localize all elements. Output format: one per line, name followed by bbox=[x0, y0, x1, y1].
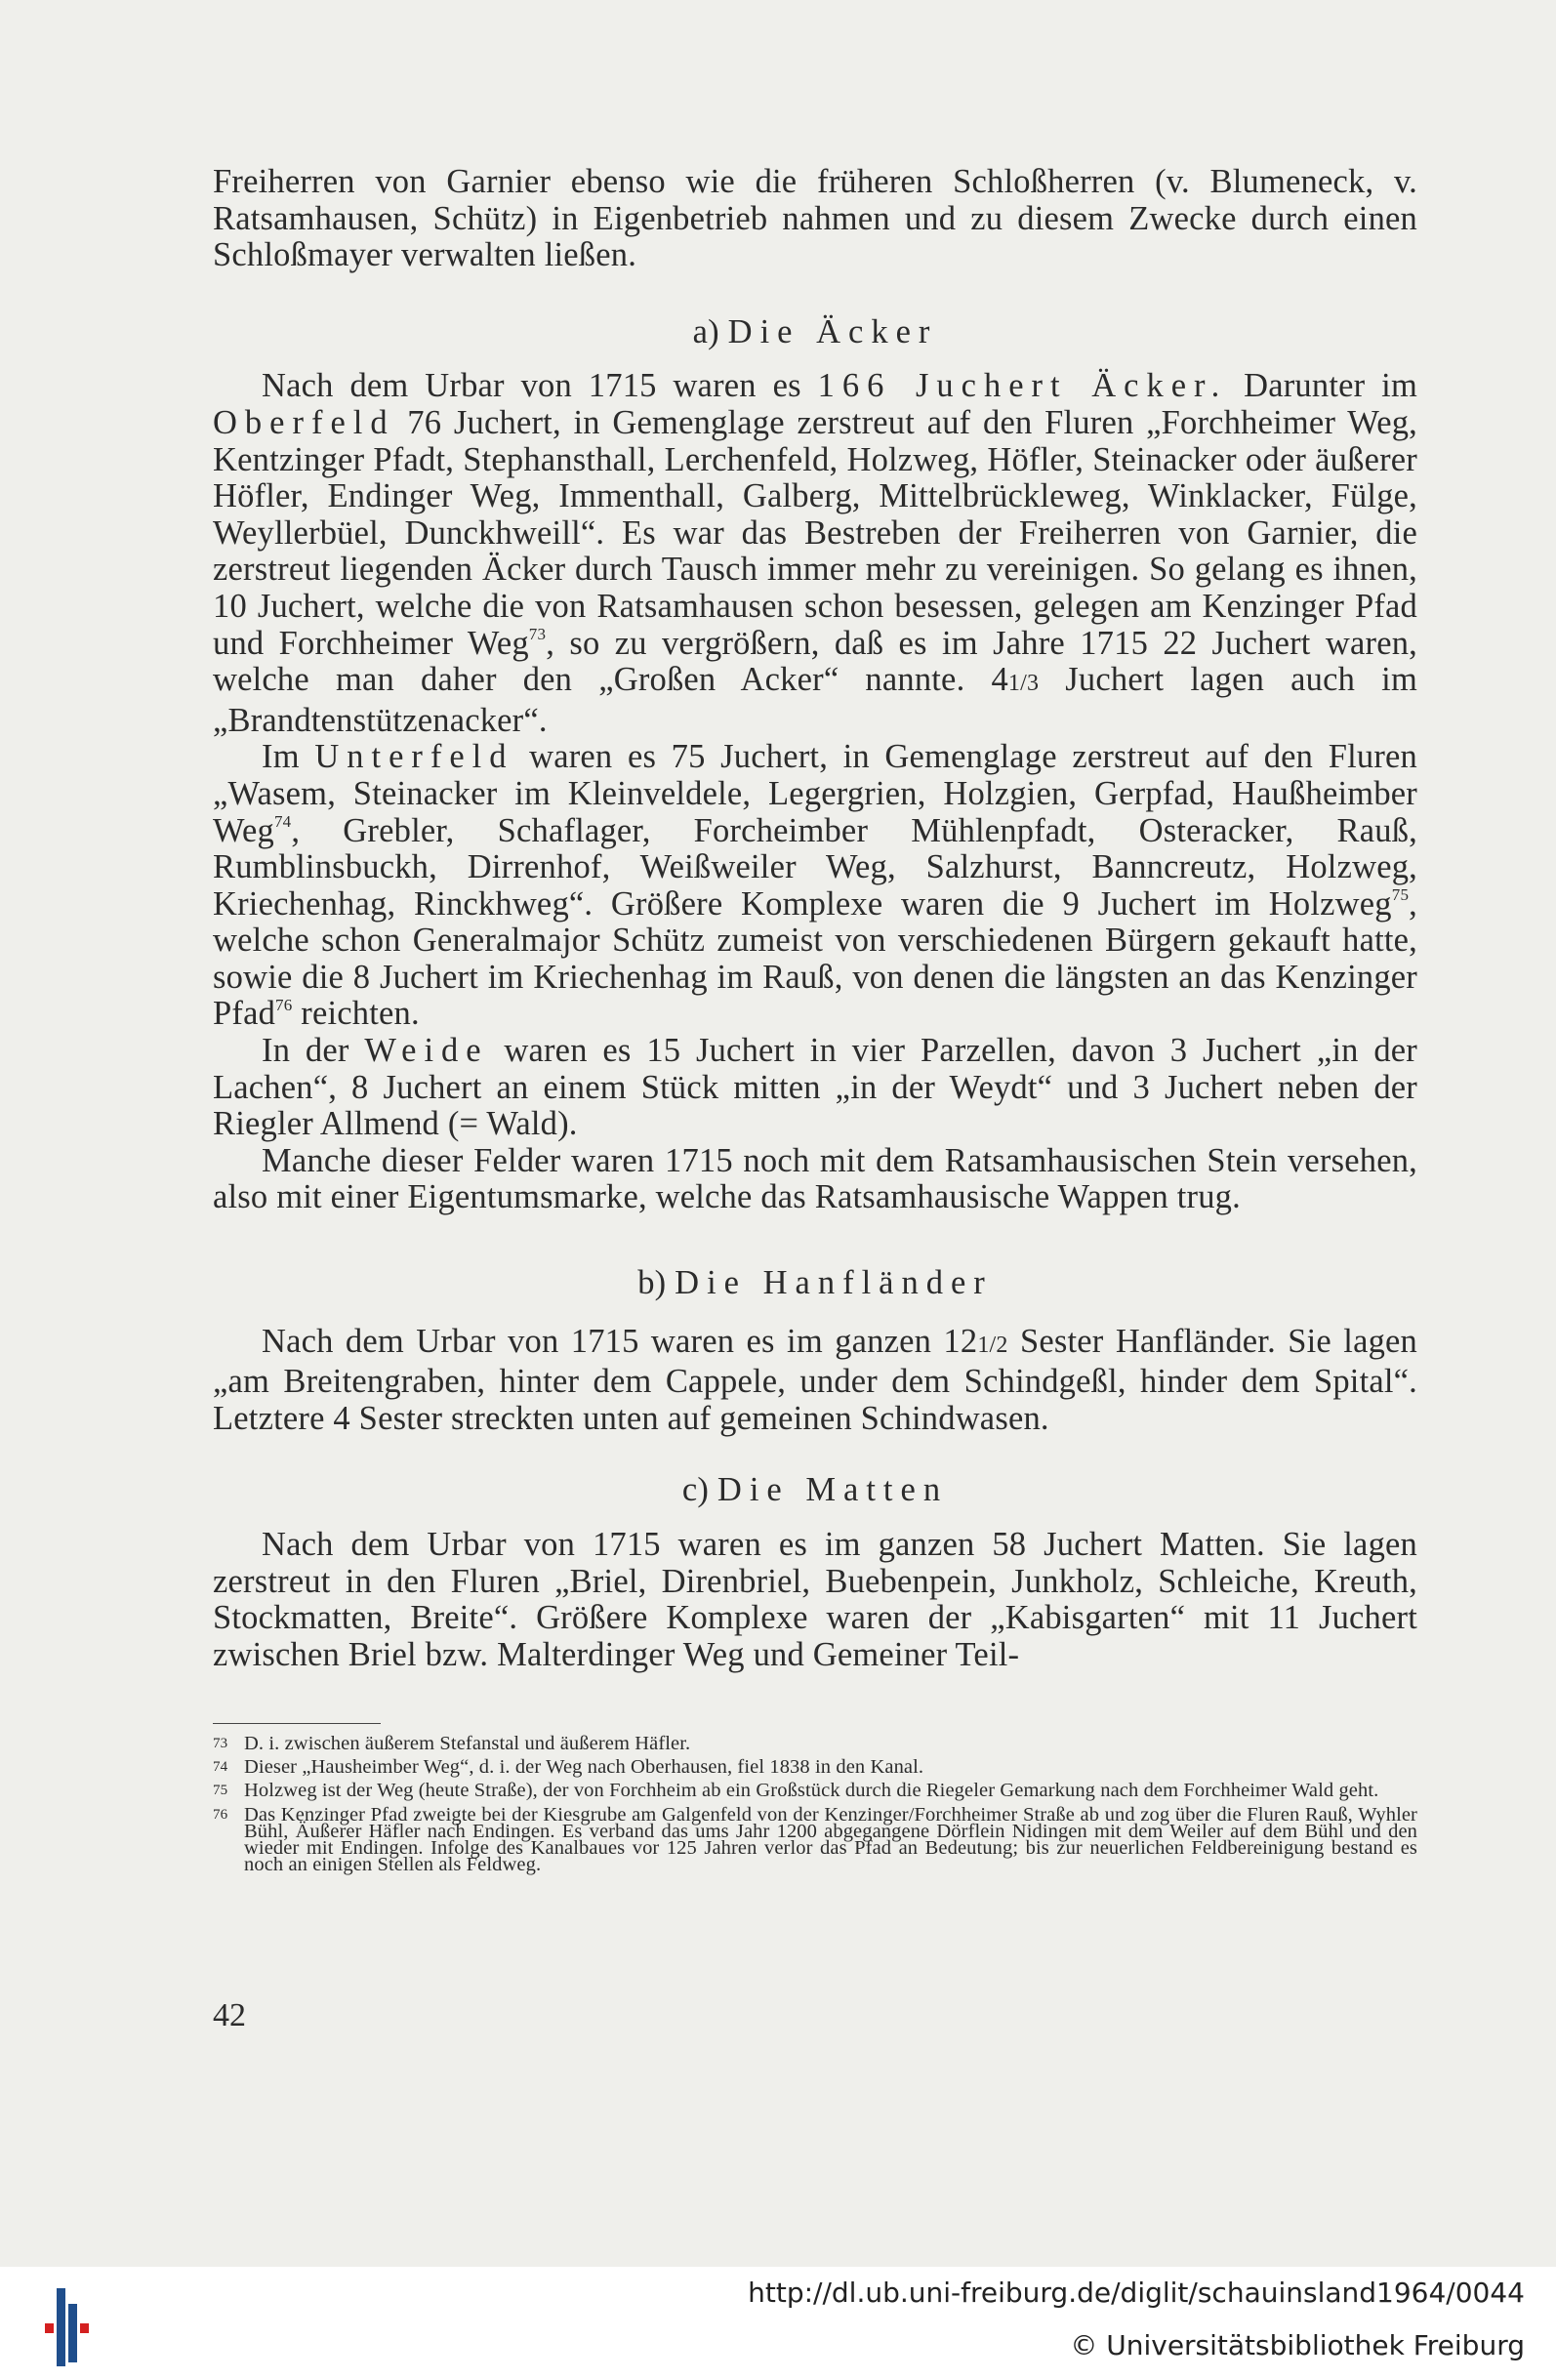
section-heading-a: a) Die Äcker bbox=[692, 312, 938, 350]
permalink-url[interactable]: http://dl.ub.uni-freiburg.de/diglit/schauinsland1964/0044 bbox=[748, 2277, 1525, 2309]
paragraph-aecker-1: Nach dem Urbar von 1715 waren es 166 Juchert Äcker. Darunter im Oberfeld 76 Juchert, in Gemenglage zerstreut auf den Fluren „Forchheimer Weg, Kentzinger Pfadt, Stephansthall, Lerchenfeld, Holzweg, Höfler, Steinacker oder äußerer Höfler, Endinger Weg, Immenthall, Galberg, Mittelbrückleweg, Winklacker, Fülge, Weyllerbüel, Dunckhweill“. Es war das Bestreben der Freiherren von Garnier, die zerstreut liegenden Äcker durch Tausch immer mehr zu vereinigen. So gelang es ihnen, 10 Juchert, welche die von Ratsamhausen schon besessen, gelegen am Kenzinger Pfad und Forchheimer Weg$^{73}$, so zu vergrößern, daß es im Jahre 1715 22 Juchert waren, welche man daher den „Großen Acker“ nannte. 41/3 Juchert lagen auch im „Brandtenstützenacker“. bbox=[213, 367, 1417, 739]
ub-freiburg-logo-icon bbox=[37, 2282, 105, 2370]
footnotes bbox=[213, 1733, 1417, 1880]
paragraph-matten: Nach dem Urbar von 1715 waren es im ganzen 58 Juchert Matten. Sie lagen zerstreut in den Fluren „Briel, Direnbriel, Buebenpein, Junkholz, Schleiche, Kreuth, Stockmatten, Breite“. Größere Komplexe waren der „Kabisgarten“ mit 11 Juchert zwischen Briel bzw. Malterdinger Weg und Gemeiner Teil- bbox=[213, 1526, 1417, 1673]
page-number: 42 bbox=[213, 1997, 246, 2033]
footnote-ref-76: 76 bbox=[275, 995, 293, 1014]
footnote-73: 73 D. i. zwischen äußerem Stefanstal und äußerem Häfler. bbox=[213, 1733, 691, 1754]
footnote-divider bbox=[213, 1723, 381, 1724]
paragraph-hanflaender: Nach dem Urbar von 1715 waren es im ganzen 121/2 Sester Hanfländer. Sie lagen „am Breitengraben, hinter dem Cappele, under dem Schindgeßl, hinder dem Spital“. Letztere 4 Sester streckten unten auf gemeinen Schindwasen. bbox=[213, 1322, 1418, 1437]
paragraph-aecker-3: In der Weide waren es 15 Juchert in vier Parzellen, davon 3 Juchert „in der Lachen“, 8 Juchert an einem Stück mitten „in der Weydt“ und 3 Juchert neben der Riegler Allmend (= Wald). bbox=[213, 1032, 1417, 1143]
main-text bbox=[213, 164, 1417, 1673]
section-heading-b: b) Die Hanfländer bbox=[637, 1264, 993, 1302]
footnote-76: 76 Das Kenzinger Pfad zweigte bei der Kiesgrube am Galgenfeld von der Kenzinger/Forchheimer Straße ab und zog über die Fluren Rauß, Wyhler Bühl, Äußerer Häfler nach Endingen. Es verband das ums Jahr 1200 abgegangene Dörflein Nidingen mit dem Weiler auf dem Bühl und den wieder mit Endingen. Infolge des Kanalbaues vor 125 Jahren verlor das Pfad an Bedeutung; bis zur neuerlichen Feldbereinigung bestand es noch an einigen Stellen als Feldweg. bbox=[213, 1803, 1417, 1876]
paragraph-aecker-2: Im Unterfeld waren es 75 Juchert, in Gemenglage zerstreut auf den Fluren „Wasem, Steinacker im Kleinveldele, Legergrien, Holzgien, Gerpfad, Haußheimber Weg$^{74}$, Grebler, Schaflager, Forcheimber Mühlenpfadt, Osteracker, Rauß, Rumblinsbuckh, Dirrenhof, Weißweiler Weg, Salzhurst, Banncreutz, Holzweg, Kriechenhag, Rinckhweg“. Größere Komplexe waren die 9 Juchert im Holzweg$^{75}$, welche schon Generalmajor Schütz zumeist von verschiedenen Bürgern gekauft hatte, sowie die 8 Juchert im Kriechenhag im Rauß, von denen die längsten an das Kenzinger Pfad$^{76}$ reichten. bbox=[213, 738, 1417, 1033]
paragraph-aecker-4: Manche dieser Felder waren 1715 noch mit dem Ratsamhausischen Stein versehen, also mit einer Eigentumsmarke, welche das Ratsamhausische Wappen trug. bbox=[213, 1141, 1417, 1216]
footnote-75: 75 Holzweg ist der Weg (heute Straße), der von Forchheim ab ein Großstück durch die Riegeler Gemarkung nach dem Forchheimer Wald geht. bbox=[213, 1780, 1379, 1802]
section-heading-c: c) Die Matten bbox=[681, 1471, 949, 1509]
paragraph-intro: Freiherren von Garnier ebenso wie die früheren Schloßherren (v. Blumeneck, v. Ratsamhausen, Schütz) in Eigenbetrieb nahmen und zu diesem Zwecke durch einen Schloßmayer verwalten ließen. bbox=[213, 163, 1417, 274]
footnote-74: 74 Dieser „Hausheimber Weg“, d. i. der Weg nach Oberhausen, fiel 1838 in den Kanal. bbox=[213, 1756, 924, 1779]
footnote-ref-75: 75 bbox=[1391, 885, 1410, 905]
copyright-notice: © Universitätsbibliothek Freiburg bbox=[1070, 2329, 1525, 2361]
footnote-ref-74: 74 bbox=[273, 812, 292, 831]
footnote-ref-73: 73 bbox=[528, 625, 547, 644]
viewer-footer bbox=[0, 2267, 1556, 2380]
